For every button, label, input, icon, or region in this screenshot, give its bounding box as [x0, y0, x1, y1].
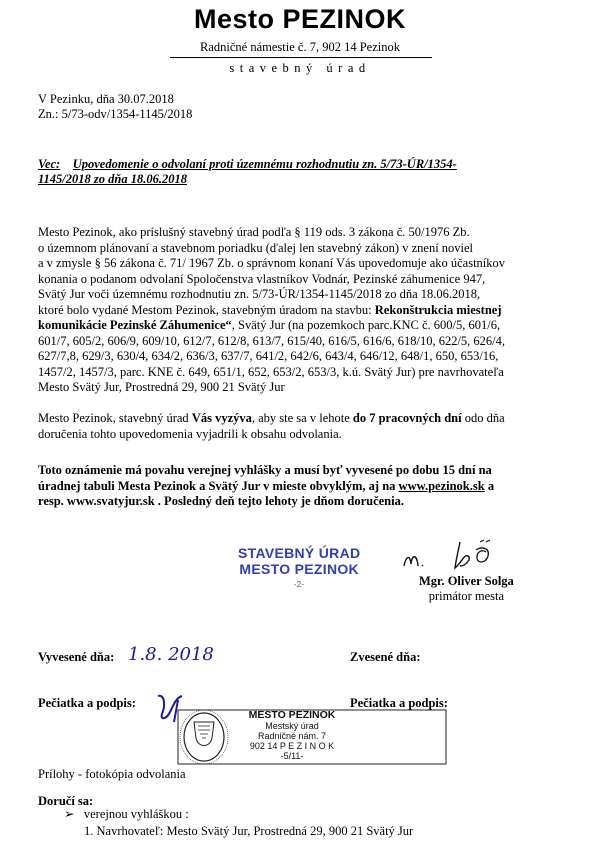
- stamp-number: -2-: [293, 580, 305, 589]
- p1-line: 627/7,8, 629/3, 630/4, 634/2, 636/3, 637/7, 641/2, 642/6, 643/4, 646/12, 648/1, 650, 653/16,: [38, 349, 499, 363]
- subject-block: [38, 157, 566, 187]
- p1-line: Svätý Jur voči územnému rozhodnutiu zn. 5/73-ÚR/1354-1145/2018 zo dňa 18.06.2018,: [38, 287, 481, 301]
- notice-line: [38, 479, 562, 495]
- seal-line: Radničné nám. 7: [257, 731, 327, 741]
- p1-line: 601/7, 605/2, 606/9, 609/10, 612/7, 612/8, 613/7, 615/40, 616/5, 616/6, 618/10, 622/5, 626/4,: [38, 333, 506, 348]
- subject-text: Upovedomenie o odvolaní proti územnému rozhodnutiu zn. 5/73-ÚR/1354-: [72, 157, 457, 171]
- p1-line: a v zmysle § 56 zákona č. 71/ 1967 Zb. o správnom konaní Vás upovedomuje ako účastníkov: [38, 256, 506, 270]
- signature-scribble: [398, 536, 508, 572]
- p1-text: , Svätý Jur (na pozemkoch parc.KNC č. 600/5, 601/6,: [231, 318, 501, 332]
- stamp-line: MESTO PEZINOK: [239, 561, 359, 577]
- p1-line: [38, 318, 562, 334]
- pezinok-web-link[interactable]: www.pezinok.sk: [398, 478, 485, 493]
- place-date: V Pezinku, dňa 30.07.2018: [38, 92, 174, 106]
- p2-line: [38, 411, 562, 427]
- p2-text: Mesto Pezinok, stavebný úrad: [38, 411, 192, 425]
- construction-name: Rekonštrukcia miestnej: [374, 302, 502, 317]
- p1-text: ktoré bolo vydané Mestom Pezinok, stavebným úradom na stavbu:: [38, 302, 375, 317]
- signatory-name: Mgr. Oliver Solga: [419, 574, 514, 588]
- removed-label: Zvesené dňa:: [350, 650, 421, 664]
- p1-line: [38, 303, 562, 319]
- p2-text: , aby ste sa v lehote: [251, 411, 353, 425]
- notice-line: Toto oznámenie má povahu verejnej vyhlášky a musí byť vyvesené po dobu 15 dní na: [38, 463, 492, 477]
- seal-label-right: Pečiatka a podpis:: [350, 696, 448, 710]
- body-paragraph-1: [38, 225, 562, 396]
- p1-line: 1457/2, 1457/3, parc. KNE č. 649, 651/1, 652, 653/2, 653/3, k.ú. Svätý Jur) pre navrhovateľa: [38, 364, 504, 379]
- city-title: Mesto PEZINOK: [193, 4, 407, 34]
- office-name: stavebný úrad: [229, 61, 371, 75]
- seal-label-left: Pečiatka a podpis:: [38, 696, 136, 710]
- p2-deadline: do 7 pracovných dní: [352, 411, 462, 425]
- reference-number: Zn.: 5/73-odv/1354-1145/2018: [38, 107, 193, 121]
- seal-line: Mestský úrad: [265, 721, 319, 731]
- notice-line: resp. www.svatyjur.sk . Posledný deň tejto lehoty je dňom doručenia.: [38, 494, 404, 508]
- signatory-role: primátor mesta: [428, 589, 505, 603]
- p1-line: konania o podanom odvolaní Spoločenstva vlastníkov Vodnár, Pezinské záhumenice 947,: [38, 271, 486, 286]
- signatory: [419, 574, 514, 604]
- header-divider: [170, 57, 432, 58]
- subject-label: Vec:: [38, 157, 61, 171]
- body-paragraph-2: [38, 411, 562, 442]
- public-notice: [38, 463, 562, 510]
- office-stamp: [238, 545, 360, 593]
- seal-text: [232, 709, 352, 761]
- delivery-label: Doručí sa:: [38, 794, 94, 808]
- subject-text-2: 1145/2018 zo dňa 18.06.2018: [38, 172, 187, 186]
- p2-emphasis: Vás vyzýva: [191, 411, 252, 425]
- p1-line: o územnom plánovaní a stavebnom poriadku (ďalej len stavebný zákon) v znení noviel: [38, 240, 474, 255]
- p1-line: Mesto Svätý Jur, Prostredná 29, 900 21 Svätý Jur: [38, 380, 285, 394]
- arrow-bullet-icon: ➢: [64, 807, 75, 821]
- stamp-line: STAVEBNÝ ÚRAD: [238, 545, 361, 561]
- attachments: Prílohy - fotokópia odvolania: [38, 767, 186, 781]
- p2-text: odo dňa: [461, 411, 505, 425]
- delivery-method: verejnou vyhláškou :: [83, 807, 189, 821]
- p1-line: Mesto Pezinok, ako príslušný stavebný úrad podľa § 119 ods. 3 zákona č. 50/1976 Zb.: [38, 225, 470, 239]
- posted-label: Vyvesené dňa:: [38, 650, 115, 664]
- city-address: Radničné námestie č. 7, 902 14 Pezinok: [200, 40, 400, 54]
- seal-line: -5/11-: [280, 751, 304, 761]
- posted-date-handwritten: 1.8. 2018: [128, 644, 214, 665]
- construction-name-2: komunikácie Pezinské Záhumenice“: [38, 318, 232, 332]
- p2-line: doručenia tohto upovedomenia vyjadrili k obsahu odvolania.: [38, 426, 342, 441]
- notice-text: a: [484, 478, 495, 493]
- seal-title: MESTO PEZINOK: [248, 709, 336, 721]
- delivery-bullet: [64, 806, 189, 822]
- notice-text: úradnej tabuli Mesta Pezinok a Svätý Jur v mieste obvyklým, aj na: [38, 478, 399, 493]
- delivery-recipient-1: 1. Navrhovateľ: Mesto Svätý Jur, Prostredná 29, 900 21 Svätý Jur: [84, 824, 414, 838]
- seal-line: 902 14 P E Z I N O K: [249, 741, 335, 751]
